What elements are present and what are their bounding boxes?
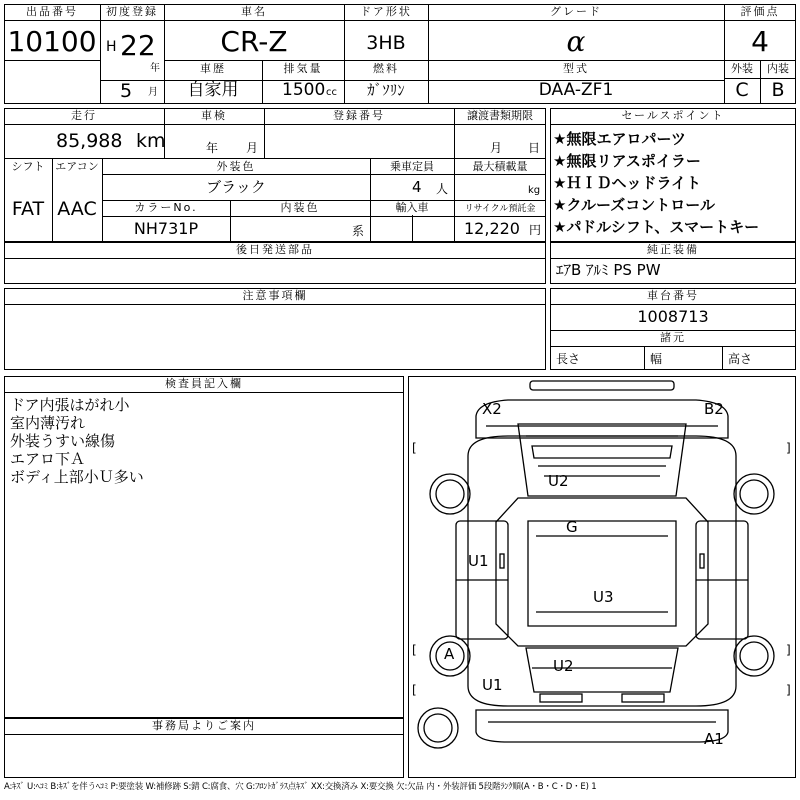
equipment-value: ｴｱB ｱﾙﾐ PS PW [556,261,661,279]
width-label: 幅 [650,352,663,366]
damage-mark: A1 [704,730,724,748]
trunk-panel [526,648,678,692]
reg-year: 22 [120,29,156,62]
recycle-unit: 円 [529,223,542,237]
seats: 4 [412,178,422,196]
inspection-label: 車検 [165,109,263,123]
max-load-unit: kg [528,185,541,196]
damage-mark: U2 [553,657,574,675]
recycle-fee: 12,220 [464,219,520,238]
inspector-note: エアロ下Ａ [10,450,86,468]
inspection-year-unit: 年 [206,141,219,155]
sales-point-item: ★クルーズコントロール [553,196,715,214]
transfer-month-unit: 月 [490,141,503,155]
inspector-note: 室内薄汚れ [10,414,86,432]
year-unit: 年 [150,63,160,74]
front-bumper [476,400,728,438]
score-label: 評価点 [725,5,795,19]
interior-color-unit: 系 [352,224,365,238]
legend: A:ｷｽﾞ U:ﾍｺﾐ B:ｷｽﾞを伴うﾍｺﾐ P:要塗装 W:補修跡 S:錆 C:腐食、穴 G:ﾌﾛﾝﾄｶﾞﾗｽ点ｷｽﾞ XX:交換済み X:要交換 欠:欠品 内・外装評価 5段階ﾗﾝｸ順(A・B・C・D・E) 1 [4,782,597,792]
score: 4 [751,25,769,58]
damage-mark: U1 [468,552,489,570]
roof-bar [530,381,674,390]
damage-mark: U1 [482,676,503,694]
import-label: 輸入車 [371,201,453,215]
plate-label: 登録番号 [265,109,453,123]
exterior-color: ブラック [206,178,266,196]
recycle-label: リサイクル預託金 [455,202,545,216]
history: 自家用 [187,80,239,100]
shift-label: シフト [5,160,51,174]
dims-label: 諸元 [551,331,795,345]
inspector-label: 検査員記入欄 [5,377,403,391]
shift: FAT [11,198,45,220]
grade-label: グレード [429,5,723,19]
svg-text:]: ] [786,683,791,697]
later-parts-label: 後日発送部品 [5,243,545,257]
displacement: 1500 [282,80,326,100]
sales-point-list [553,128,759,238]
exterior-label: 外装 [725,62,759,76]
inspector-note: ボディ上部小Ｕ多い [10,468,144,486]
svg-text:[: [ [412,643,417,657]
displacement-label: 排気量 [263,62,343,76]
fuel: ｶﾞｿﾘﾝ [367,81,405,99]
inspection-month-unit: 月 [246,141,259,155]
sales-point-item: ★無限リアスポイラー [553,152,701,170]
equipment-label: 純正装備 [551,243,795,257]
car-name-label: 車名 [165,5,343,19]
seats-label: 乗車定員 [371,160,453,174]
damage-mark: U2 [548,472,569,490]
inspector-notes [10,396,144,486]
ac-label: エアコン [53,160,101,174]
damage-mark: B2 [704,400,724,418]
mileage-label: 走行 [5,109,163,123]
damage-mark: A [444,645,455,663]
length-label: 長さ [556,352,581,366]
month-unit: 月 [148,87,158,98]
history-label: 車歴 [165,62,261,76]
svg-text:[: [ [412,441,417,455]
svg-text:[: [ [412,683,417,697]
mileage-unit: km [136,130,166,152]
car-name: CR-Z [220,25,288,58]
door-type: 3HB [366,32,406,54]
color-label: 外装色 [103,160,369,174]
chassis-label: 車台番号 [551,289,795,303]
first-reg-label: 初度登録 [101,5,163,19]
damage-mark: X2 [482,400,502,418]
reg-month: 5 [120,80,133,102]
color-no: NH731P [133,219,199,238]
lot-number: 10100 [7,25,97,58]
office-label: 事務局よりご案内 [5,719,403,733]
air-conditioning: AAC [57,198,97,220]
height-label: 高さ [728,352,753,366]
chassis-number: 1008713 [637,307,709,326]
max-load-label: 最大積載量 [455,160,545,174]
sales-point-item: ★ＨＩＤヘッドライト [553,174,701,192]
damage-mark: G [566,518,578,536]
transfer-label: 譲渡書類期限 [455,109,545,123]
interior-label: 内装 [761,62,795,76]
svg-text:]: ] [786,441,791,455]
hood-panel [518,424,686,496]
svg-text:]: ] [786,643,791,657]
model-code: DAA-ZF1 [538,80,614,100]
seats-unit: 人 [436,182,449,196]
lot-label: 出品番号 [5,5,99,19]
fuel-label: 燃料 [345,62,427,76]
door-label: ドア形状 [345,5,427,19]
caution-label: 注意事項欄 [5,289,545,303]
grade: α [566,25,586,58]
sales-point-label: セールスポイント [551,109,795,123]
inspector-note: ドア内張はがれ小 [10,396,130,414]
interior-color-label: 内装色 [231,201,369,215]
era: H [106,39,117,55]
inspector-note: 外装うすい線傷 [10,432,116,450]
mileage: 85,988 [56,130,123,152]
displacement-unit: cc [326,87,337,98]
color-no-label: カラーNo. [103,201,229,215]
model-label: 型式 [429,62,723,76]
transfer-day-unit: 日 [528,141,541,155]
damage-mark: U3 [593,588,614,606]
sales-point-item: ★パドルシフト、スマートキー [553,218,760,236]
exterior-grade: C [735,79,749,101]
interior-grade: B [771,79,785,101]
car-diagram [408,376,796,778]
sales-point-item: ★無限エアロパーツ [553,130,686,148]
rear-bumper [476,710,728,742]
